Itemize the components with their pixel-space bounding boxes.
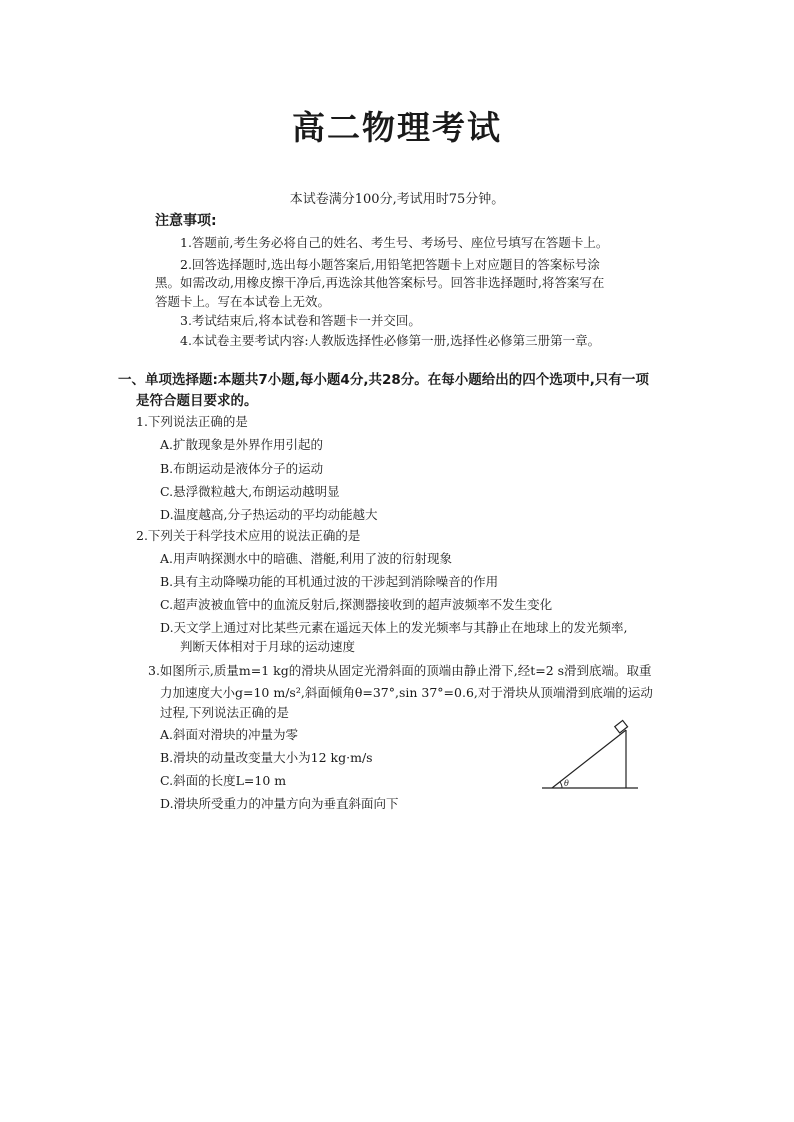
question-1-stem: 1.下列说法正确的是 [136, 414, 248, 429]
question-3-stem-line-3: 过程,下列说法正确的是 [160, 705, 289, 720]
notice-line-5: 3.考试结束后,将本试卷和答题卡一并交回。 [180, 313, 421, 328]
section-heading-cont: 是符合题目要求的。 [136, 393, 258, 409]
question-1-option-b: B.布朗运动是液体分子的运动 [160, 461, 324, 476]
question-1-option-a: A.扩散现象是外界作用引起的 [160, 437, 324, 452]
figure-angle-label: θ [564, 779, 569, 788]
question-2-stem: 2.下列关于科学技术应用的说法正确的是 [136, 528, 361, 543]
notice-line-1: 1.答题前,考生务必将自己的姓名、考生号、考场号、座位号填写在答题卡上。 [180, 235, 609, 250]
figure-angle-arc [560, 782, 562, 788]
question-3-option-b: B.滑块的动量改变量大小为12 kg·m/s [160, 750, 373, 765]
notice-heading: 注意事项: [155, 213, 217, 229]
question-3-option-d: D.滑块所受重力的冲量方向为垂直斜面向下 [160, 796, 399, 811]
question-2-option-c: C.超声波被血管中的血流反射后,探测器接收到的超声波频率不发生变化 [160, 597, 553, 612]
question-1-option-c: C.悬浮微粒越大,布朗运动越明显 [160, 484, 340, 499]
notice-line-3: 黑。如需改动,用橡皮擦干净后,再选涂其他答案标号。回答非选择题时,将答案写在 [155, 275, 605, 290]
question-3-option-a: A.斜面对滑块的冲量为零 [160, 727, 299, 742]
question-3-stem-line-1: 3.如图所示,质量m=1 kg的滑块从固定光滑斜面的顶端由静止滑下,经t=2 s滑到底端。取重 [148, 663, 652, 678]
question-3-option-c: C.斜面的长度L=10 m [160, 773, 287, 788]
question-2-option-a: A.用声呐探测水中的暗礁、潜艇,利用了波的衍射现象 [160, 551, 452, 566]
question-2-option-d-cont: 判断天体相对于月球的运动速度 [180, 639, 356, 654]
notice-line-4: 答题卡上。写在本试卷上无效。 [155, 294, 331, 309]
exam-info: 本试卷满分100分,考试用时75分钟。 [289, 192, 505, 207]
question-1-option-d: D.温度越高,分子热运动的平均动能越大 [160, 507, 378, 522]
notice-line-2: 2.回答选择题时,选出每小题答案后,用铅笔把答题卡上对应题目的答案标号涂 [180, 257, 600, 272]
incline-figure [540, 718, 640, 794]
question-3-stem-line-2: 力加速度大小g=10 m/s²,斜面倾角θ=37°,sin 37°=0.6,对于滑块从顶端滑到底端的运动 [160, 685, 653, 700]
question-2-option-d: D.天文学上通过对比某些元素在遥远天体上的发光频率与其静止在地球上的发光频率, [160, 620, 628, 635]
question-2-option-b: B.具有主动降噪功能的耳机通过波的干涉起到消除噪音的作用 [160, 574, 499, 589]
section-heading: 一、单项选择题:本题共7小题,每小题4分,共28分。在每小题给出的四个选项中,只有一项 [118, 372, 649, 388]
notice-line-6: 4.本试卷主要考试内容:人教版选择性必修第一册,选择性必修第三册第一章。 [180, 333, 601, 348]
page-title: 高二物理考试 [292, 108, 502, 147]
